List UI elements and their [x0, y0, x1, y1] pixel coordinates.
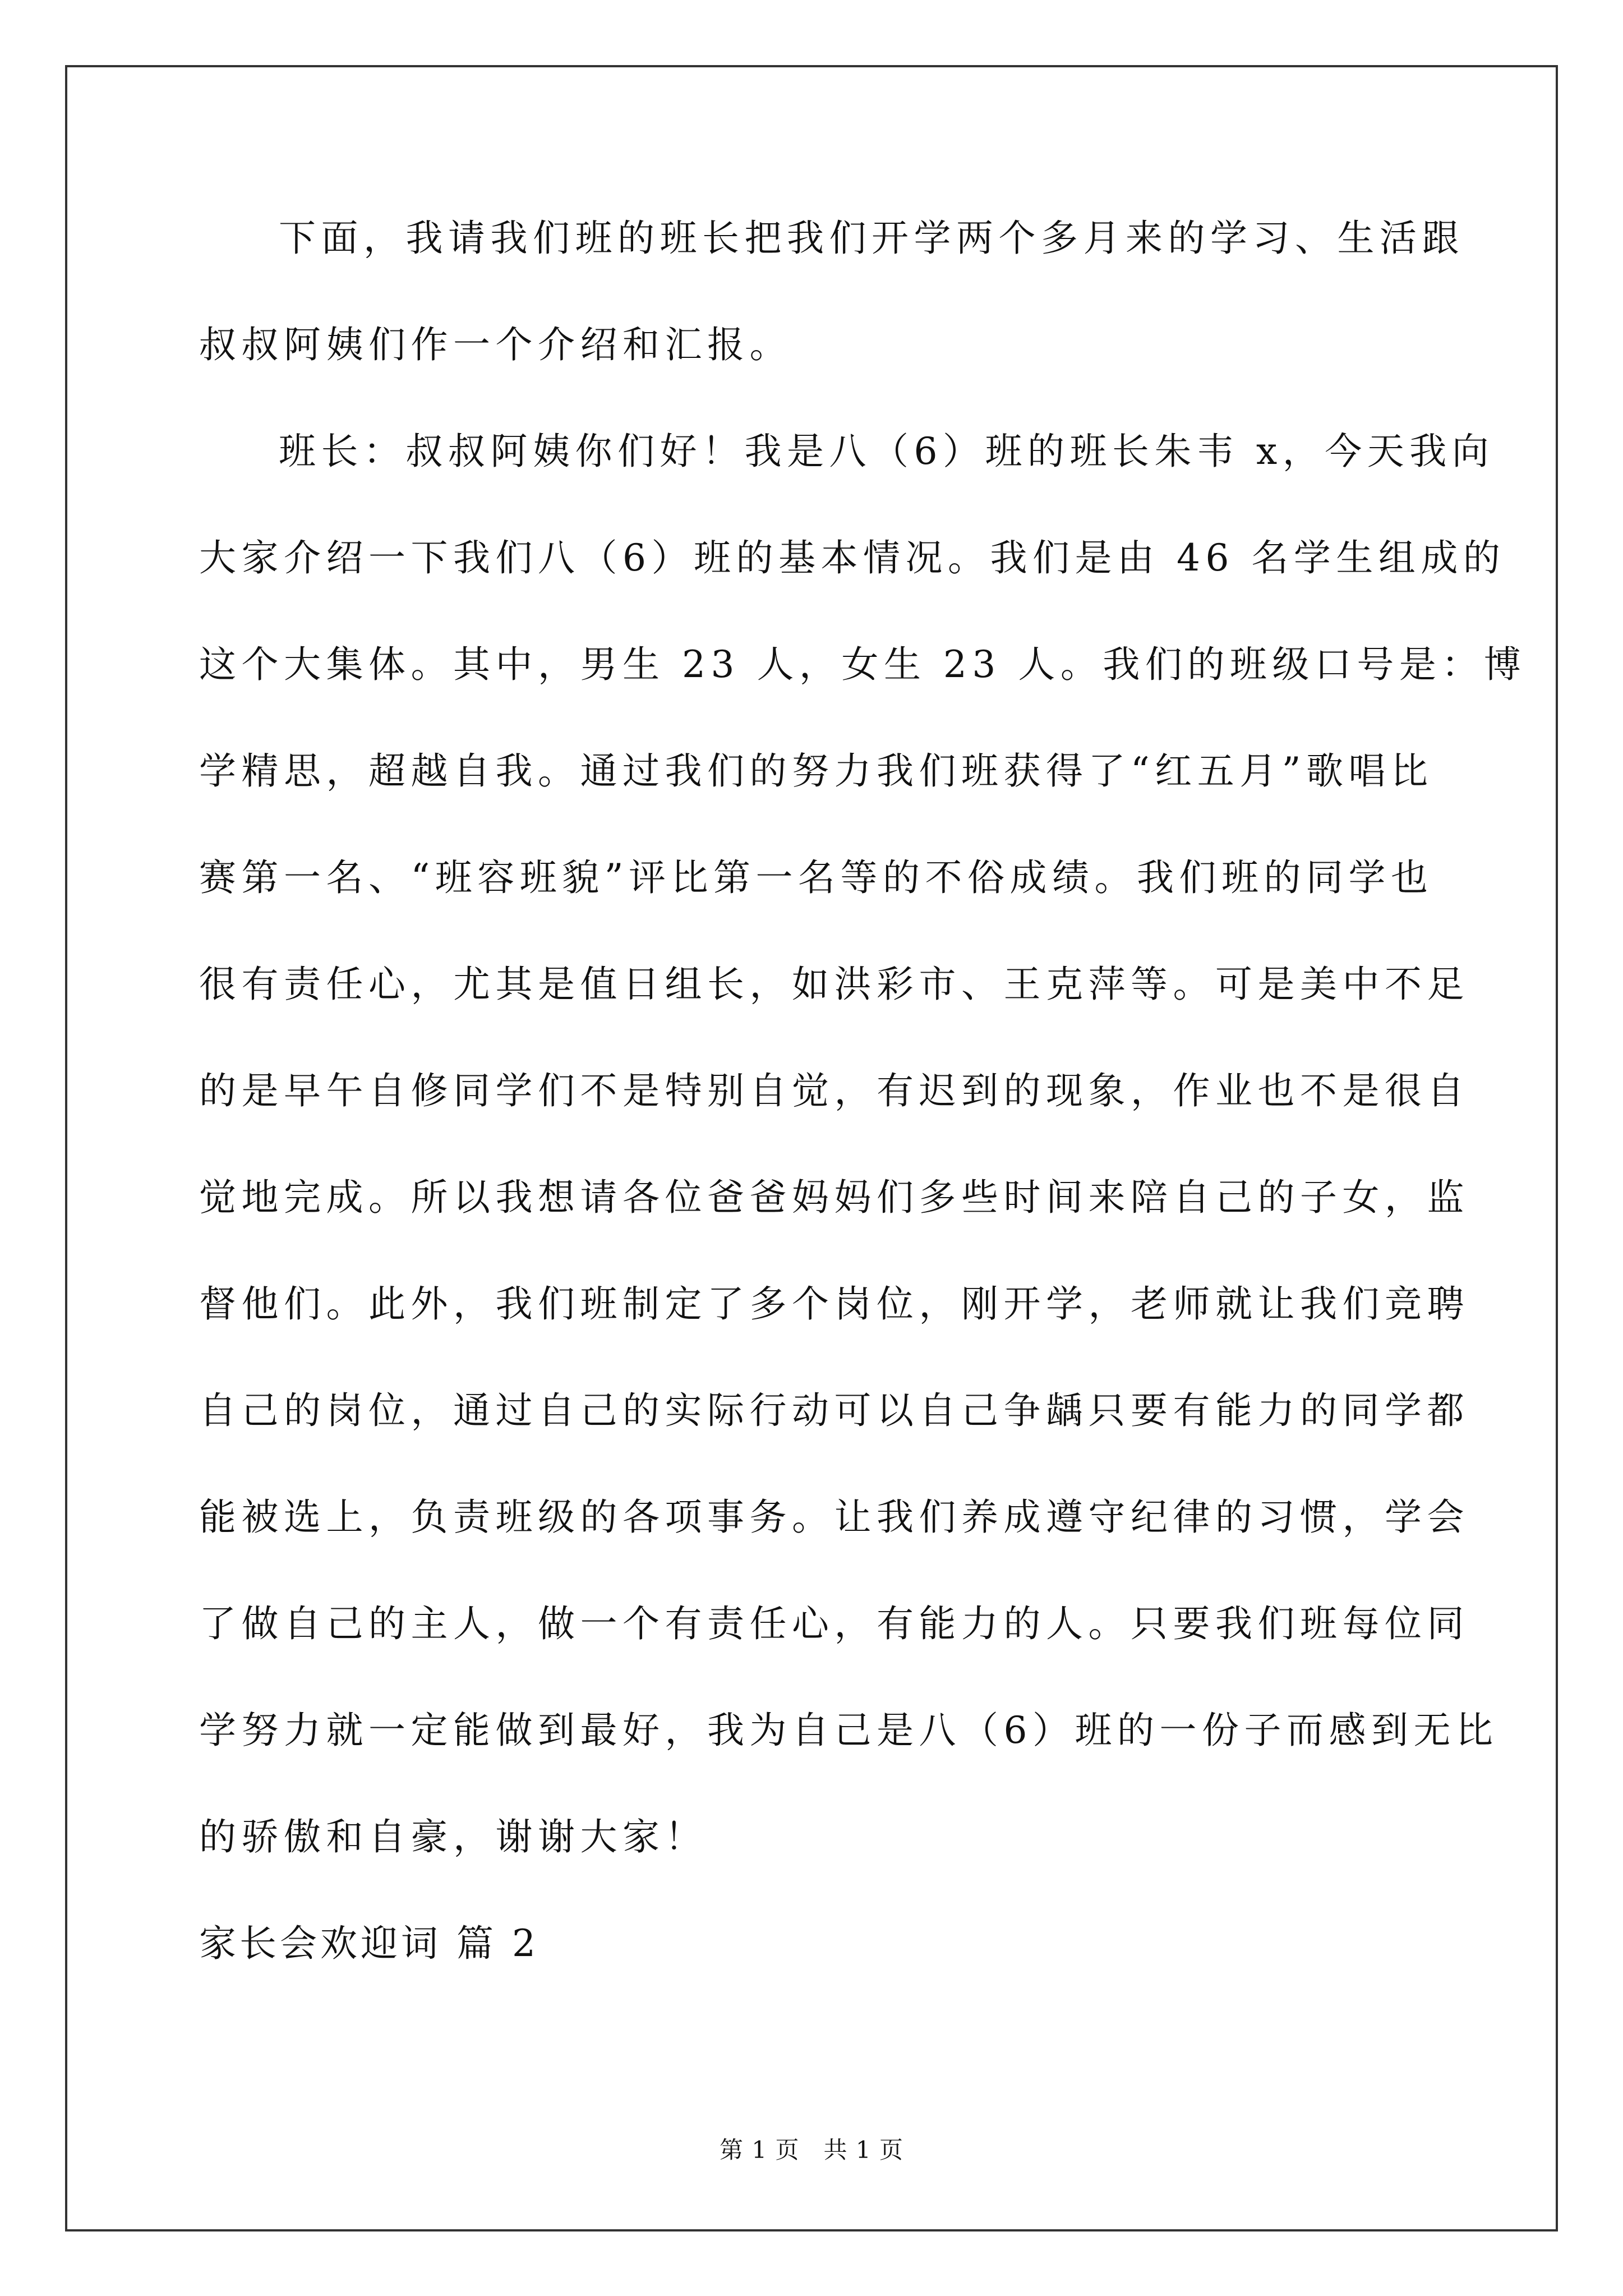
paragraph-2-line-12: 了做自己的主人，做一个有责任心，有能力的人。只要我们班每位同 [199, 1602, 1469, 1645]
document-body [199, 217, 1527, 2032]
paragraph-2-line-8: 觉地完成。所以我想请各位爸爸妈妈们多些时间来陪自己的子女，监 [199, 1176, 1469, 1219]
paragraph-1-line-1: 下面，我请我们班的班长把我们开学两个多月来的学习、生活跟 [279, 217, 1464, 260]
section-heading: 家长会欢迎词 篇 2 [199, 1922, 539, 1965]
paragraph-2-line-7: 的是早午自修同学们不是特别自觉，有迟到的现象，作业也不是很自 [199, 1069, 1469, 1112]
page-footer: 第 1 页 共 1 页 [720, 2136, 903, 2164]
paragraph-1-line-2: 叔叔阿姨们作一个介绍和汇报。 [199, 323, 792, 366]
paragraph-2-line-10: 自己的岗位，通过自己的实际行动可以自己争龋只要有能力的同学都 [199, 1389, 1469, 1432]
paragraph-2-line-2: 大家介绍一下我们八（6）班的基本情况。我们是由 46 名学生组成的 [199, 536, 1506, 579]
paragraph-2-line-13: 学努力就一定能做到最好，我为自己是八（6）班的一份子而感到无比 [199, 1709, 1498, 1752]
paragraph-2-line-6: 很有责任心，尤其是值日组长，如洪彩市、王克萍等。可是美中不足 [199, 963, 1469, 1006]
paragraph-2-line-5: 赛第一名、“班容班貌”评比第一名等的不俗成绩。我们班的同学也 [199, 856, 1433, 899]
paragraph-2-line-11: 能被选上，负责班级的各项事务。让我们养成遵守纪律的习惯，学会 [199, 1496, 1469, 1539]
paragraph-2-line-4: 学精思，超越自我。通过我们的努力我们班获得了“红五月”歌唱比 [199, 749, 1433, 793]
paragraph-2-line-9: 督他们。此外，我们班制定了多个岗位，刚开学，老师就让我们竞聘 [199, 1282, 1469, 1326]
paragraph-2-line-14: 的骄傲和自豪，谢谢大家！ [199, 1815, 707, 1858]
paragraph-2-line-1: 班长：叔叔阿姨你们好！我是八（6）班的班长朱韦 x，今天我向 [279, 430, 1495, 473]
paragraph-2-line-3: 这个大集体。其中，男生 23 人，女生 23 人。我们的班级口号是：博 [199, 643, 1527, 686]
